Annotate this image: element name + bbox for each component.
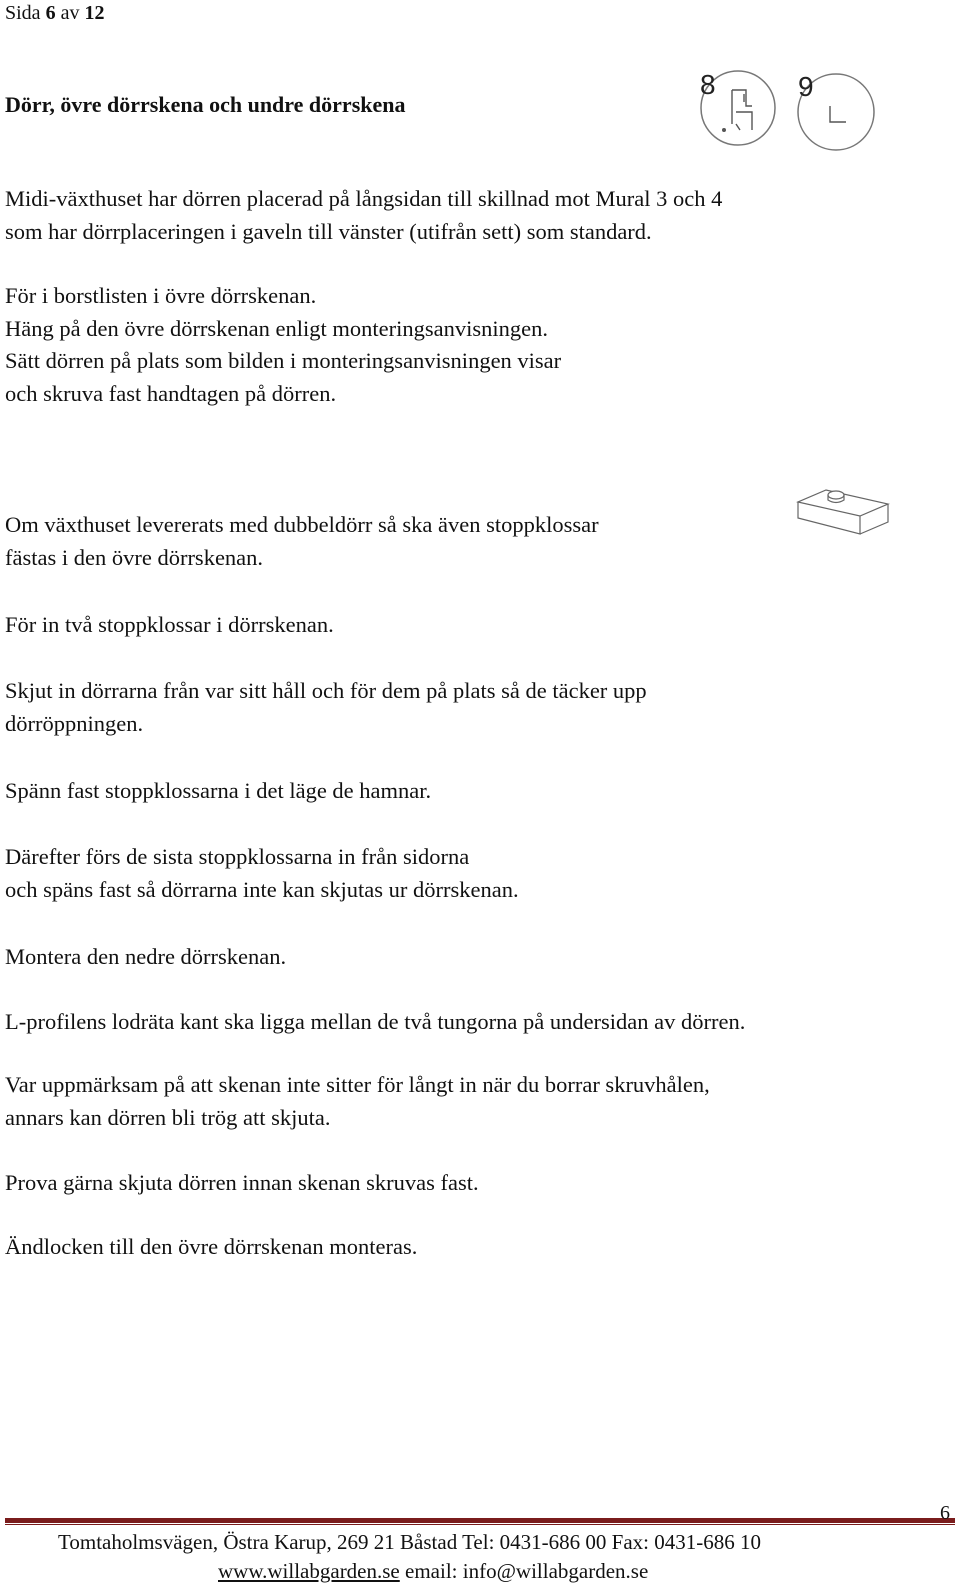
- text-line: För i borstlisten i övre dörrskenan.: [5, 283, 317, 308]
- text-line: Om växthuset levererats med dubbeldörr så ska även stoppklossar: [5, 512, 599, 537]
- text-line: Spänn fast stoppklossarna i det läge de hamnar.: [5, 778, 432, 803]
- paragraph-drill-warning: [5, 1068, 710, 1134]
- paragraph-insert-stops: [5, 608, 334, 641]
- text-line: För in två stoppklossar i dörrskenan.: [5, 612, 334, 637]
- figure-label-9: 9: [798, 71, 814, 102]
- page-indicator: [5, 2, 104, 25]
- screw-dot-icon: [722, 128, 726, 132]
- detail-figures-svg: [700, 64, 882, 160]
- text-line: Ändlocken till den övre dörrskenan monteras.: [5, 1234, 418, 1259]
- paragraph-final-stops: [5, 840, 519, 906]
- text-line: Prova gärna skjuta dörren innan skenan skruvas fast.: [5, 1170, 479, 1195]
- website-link[interactable]: www.willabgarden.se: [218, 1559, 400, 1583]
- footer-address: Tomtaholmsvägen, Östra Karup, 269 21 Båstad Tel: 0431-686 00 Fax: 0431-686 10: [58, 1530, 761, 1554]
- paragraph-tighten-stops: [5, 774, 431, 807]
- block-side-face: [860, 504, 888, 534]
- figure-label-8: 8: [700, 69, 716, 100]
- text-line: som har dörrplaceringen i gaveln till vänster (utifrån sett) som standard.: [5, 219, 652, 244]
- stop-block-svg: [796, 482, 892, 542]
- footer-email[interactable]: email: info@willabgarden.se: [399, 1559, 649, 1583]
- paragraph-lower-rail: [5, 940, 286, 973]
- text-line: Montera den nedre dörrskenan.: [5, 944, 287, 969]
- footer-contact: [218, 1559, 648, 1584]
- block-screw-head: [828, 491, 844, 499]
- section-title: Dörr, övre dörrskena och undre dörrskena: [5, 92, 406, 117]
- text-line: Midi-växthuset har dörren placerad på långsidan till skillnad mot Mural 3 och 4: [5, 186, 723, 211]
- text-line: annars kan dörren bli trög att skjuta.: [5, 1105, 331, 1130]
- paragraph-intro: [5, 182, 722, 248]
- page-prefix: Sida: [5, 2, 46, 24]
- l-profile-icon: [830, 106, 846, 122]
- paragraph-test-door: [5, 1166, 479, 1199]
- text-line: Var uppmärksam på att skenan inte sitter för långt in när du borrar skruvhålen,: [5, 1072, 710, 1097]
- paragraph-slide-doors: [5, 674, 647, 740]
- text-line: Häng på den övre dörrskenan enligt monteringsanvisningen.: [5, 315, 548, 341]
- text-line: L-profilens lodräta kant ska ligga mellan de två tungorna på undersidan av dörren.: [5, 1009, 746, 1034]
- footer-rule-thin: [5, 1524, 955, 1525]
- paragraph-mounting-steps: [5, 280, 561, 410]
- page-current: 6: [45, 2, 56, 24]
- text-line: Skjut in dörrarna från var sitt håll och för dem på plats så de täcker upp: [5, 678, 647, 703]
- paragraph-end-caps: [5, 1230, 417, 1263]
- text-line: och späns fast så dörrarna inte kan skjutas ur dörrskenan.: [5, 877, 519, 902]
- text-line: dörröppningen.: [5, 711, 144, 736]
- rail-profile-icon: [732, 90, 752, 130]
- page-total: 12: [84, 2, 105, 24]
- paragraph-l-profile: [5, 1005, 745, 1038]
- detail-figures-8-9: [700, 64, 882, 160]
- footer-rule-thick: [5, 1518, 955, 1523]
- text-line: fästas i den övre dörrskenan.: [5, 545, 264, 570]
- text-line: och skruva fast handtagen på dörren.: [5, 380, 337, 406]
- footer-page-number: 6: [940, 1502, 950, 1524]
- text-line: Därefter förs de sista stoppklossarna in från sidorna: [5, 844, 470, 869]
- stop-block-figure: [796, 482, 892, 542]
- text-line: Sätt dörren på plats som bilden i monteringsanvisningen visar: [5, 348, 562, 373]
- paragraph-double-door: [5, 508, 599, 574]
- block-front-face: [798, 502, 860, 534]
- page-middle: av: [55, 2, 85, 24]
